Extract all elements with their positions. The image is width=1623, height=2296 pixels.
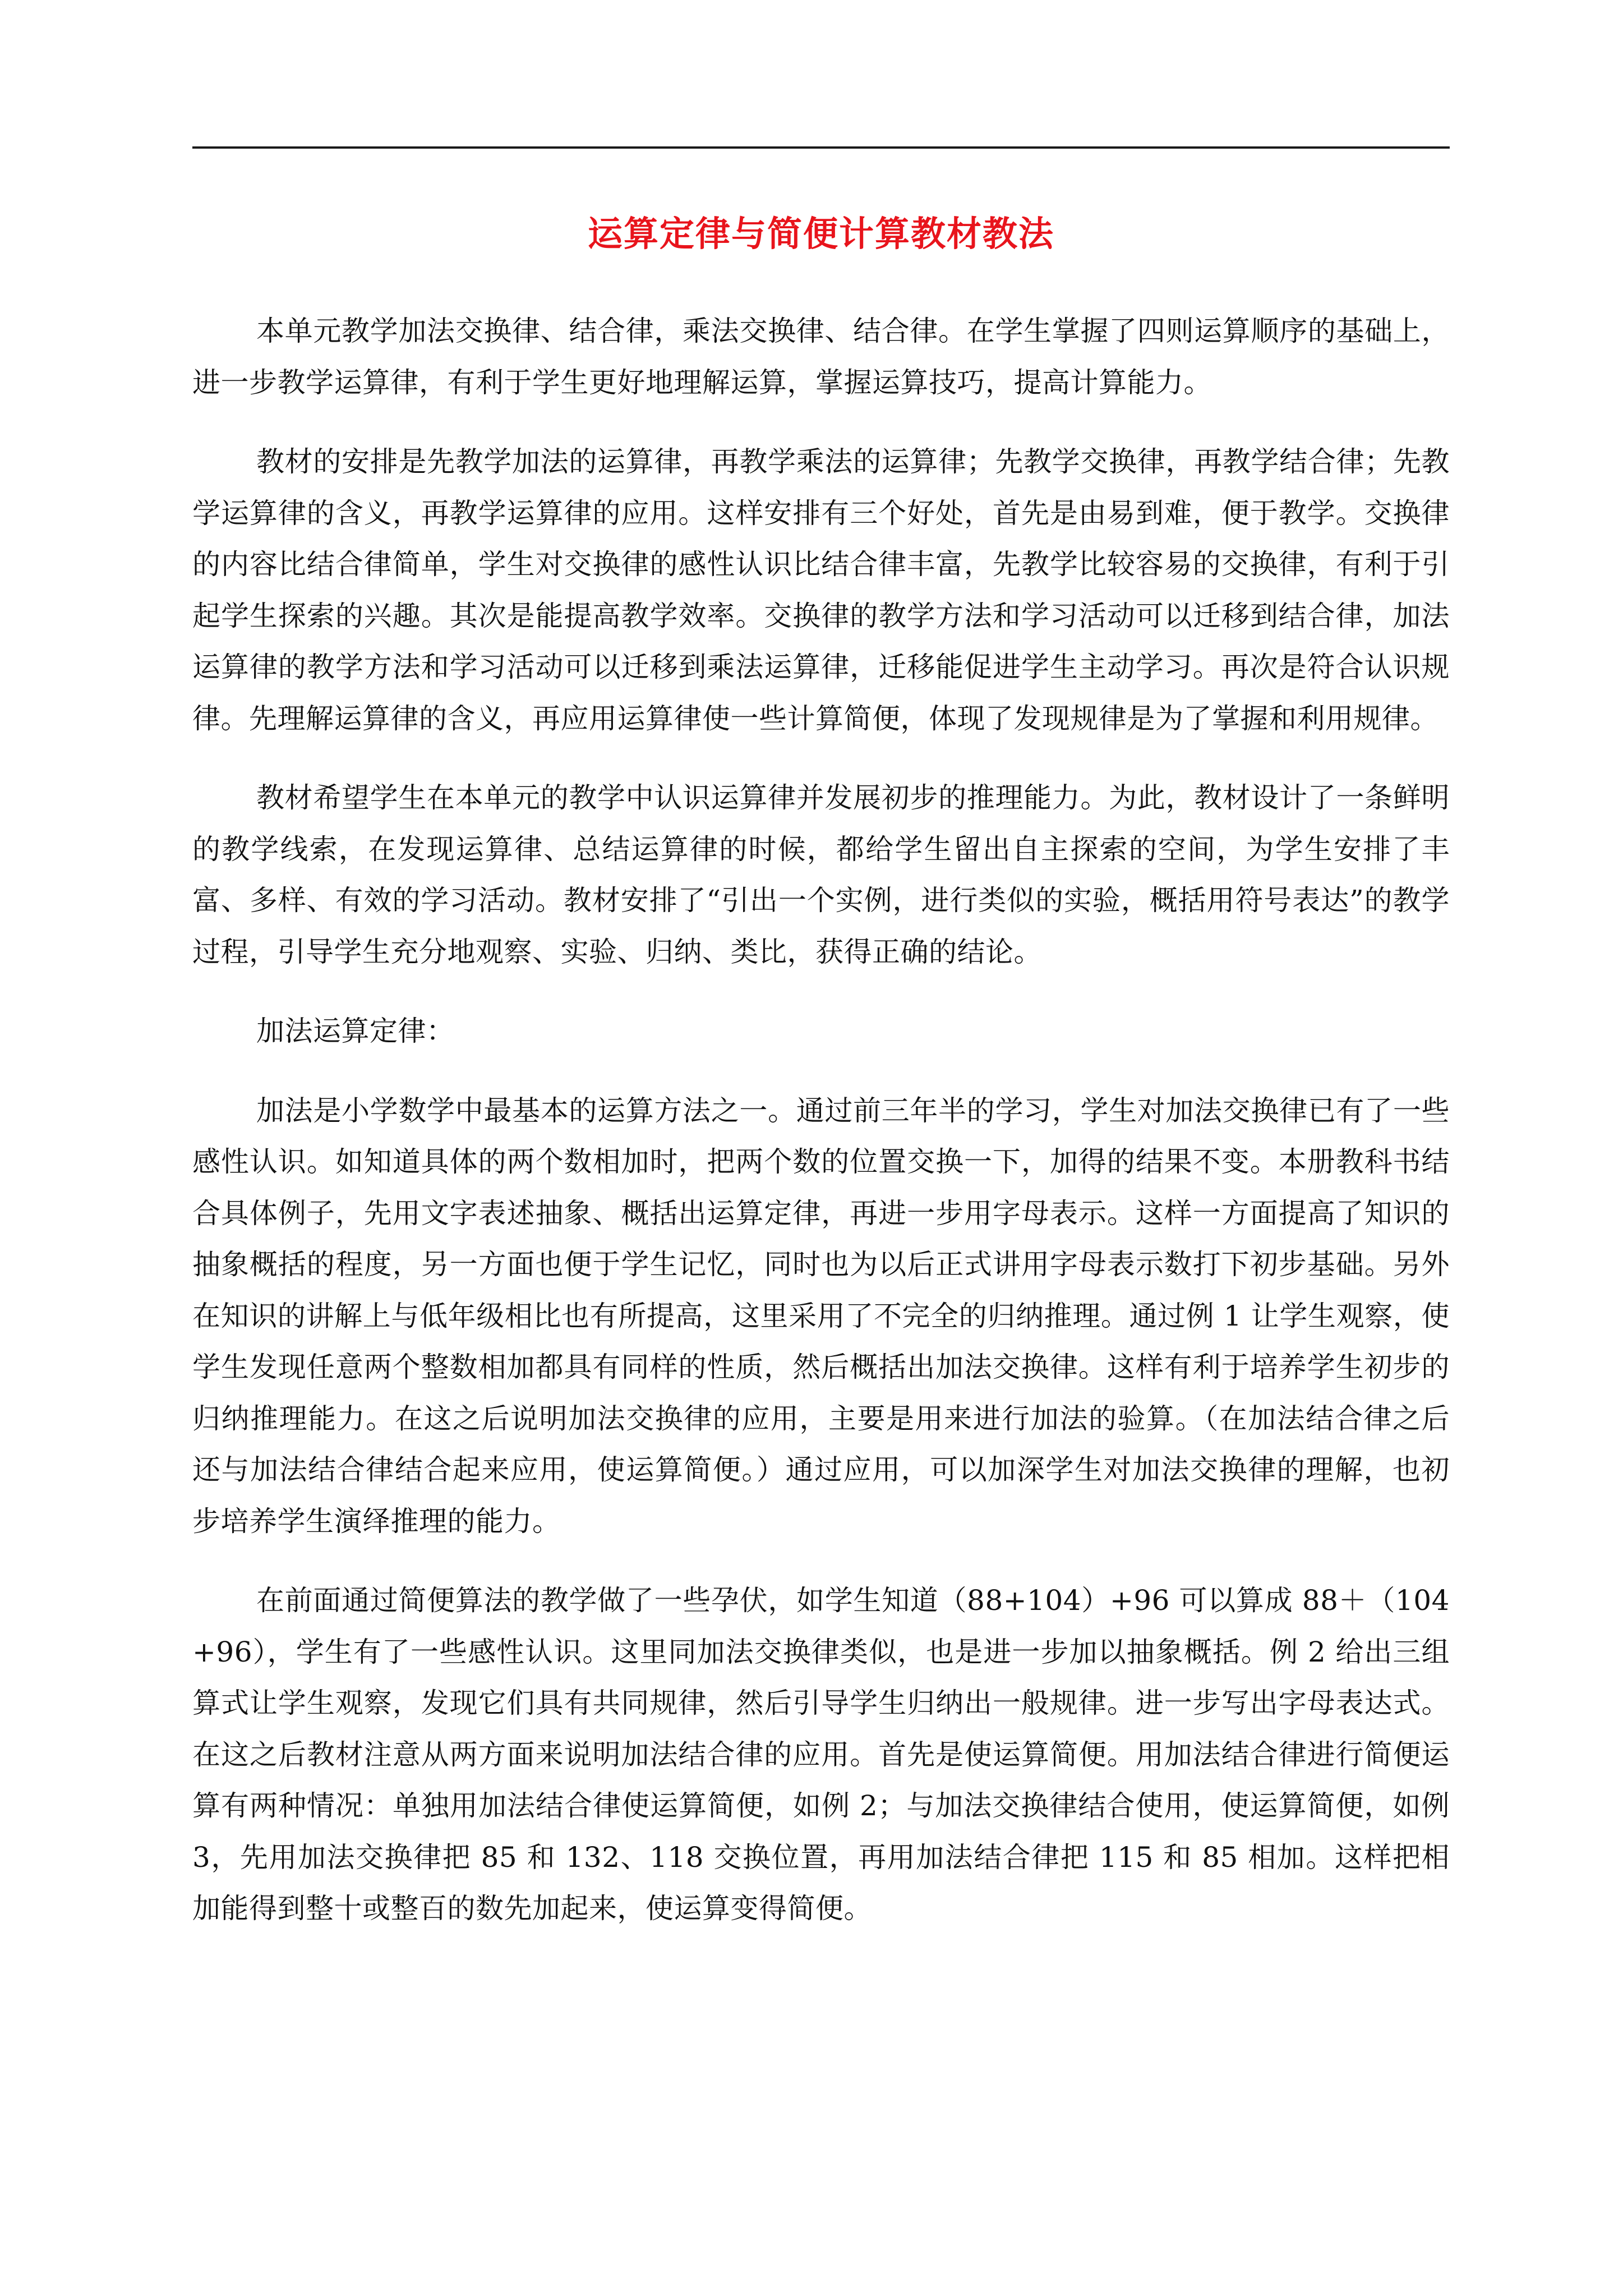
section-heading-addition-laws: 加法运算定律： xyxy=(256,1015,455,1047)
document-title: 运算定律与简便计算教材教法 xyxy=(587,213,1054,254)
paragraph-addition-commutative: 加法是小学数学中最基本的运算方法之一。通过前三年半的学习，学生对加法交换律已有了一些感性认识。如知道具体的两个数相加时，把两个数的位置交换一下，加得的结果不变。本册教科书结合具体例子，先用文字表述抽象、概括出运算定律，再进一步用字母表示。这样一方面提高了知识的抽象概括的程度，另一方面也便于学生记忆，同时也为以后正式讲用字母表示数打下初步基础。另外在知识的讲解上与低年级相比也有所提高，这里采用了不完全的归纳推理。通过例 1 让学生观察，使学生发现任意两个整数相加都具有同样的性质，然后概括出加法交换律。这样有利于培养学生初步的归纳推理能力。在这之后说明加法交换律的应用，主要是用来进行加法的验算。（在加法结合律之后还与加法结合律结合起来应用，使运算简便。）通过应用，可以加深学生对加法交换律的理解，也初步培养学生演绎推理的能力。 xyxy=(192,1094,1450,1538)
header-rule xyxy=(192,146,1450,149)
paragraph-intro: 本单元教学加法交换律、结合律，乘法交换律、结合律。在学生掌握了四则运算顺序的基础上，进一步教学运算律，有利于学生更好地理解运算，掌握运算技巧，提高计算能力。 xyxy=(192,315,1450,399)
paragraph-teaching-clue: 教材希望学生在本单元的教学中认识运算律并发展初步的推理能力。为此，教材设计了一条鲜明的教学线索，在发现运算律、总结运算律的时候，都给学生留出自主探索的空间，为学生安排了丰富、多样、有效的学习活动。教材安排了“引出一个实例，进行类似的实验，概括用符号表达”的教学过程，引导学生充分地观察、实验、归纳、类比，获得正确的结论。 xyxy=(192,781,1450,968)
document-body xyxy=(192,306,1450,1963)
paragraph-addition-associative: 在前面通过简便算法的教学做了一些孕伏，如学生知道（88+104）+96 可以算成 88＋（104+96），学生有了一些感性认识。这里同加法交换律类似，也是进一步加以抽象概括。例 2 给出三组算式让学生观察，发现它们具有共同规律，然后引导学生归纳出一般规律。进一步写出字母表达式。在这之后教材注意从两方面来说明加法结合律的应用。首先是使运算简便。用加法结合律进行简便运算有两种情况：单独用加法结合律使运算简便，如例 2；与加法交换律结合使用，使运算简便，如例 3，先用加法交换律把 85 和 132、118 交换位置，再用加法结合律把 115 和 85 相加。这样把相加能得到整十或整百的数先加起来，使运算变得简便。 xyxy=(192,1584,1450,1925)
paragraph-arrangement: 教材的安排是先教学加法的运算律，再教学乘法的运算律；先教学交换律，再教学结合律；先教学运算律的含义，再教学运算律的应用。这样安排有三个好处，首先是由易到难，便于教学。交换律的内容比结合律简单，学生对交换律的感性认识比结合律丰富，先教学比较容易的交换律，有利于引起学生探索的兴趣。其次是能提高教学效率。交换律的教学方法和学习活动可以迁移到结合律，加法运算律的教学方法和学习活动可以迁移到乘法运算律，迁移能促进学生主动学习。再次是符合认识规律。先理解运算律的含义，再应用运算律使一些计算简便，体现了发现规律是为了掌握和利用规律。 xyxy=(192,445,1450,735)
